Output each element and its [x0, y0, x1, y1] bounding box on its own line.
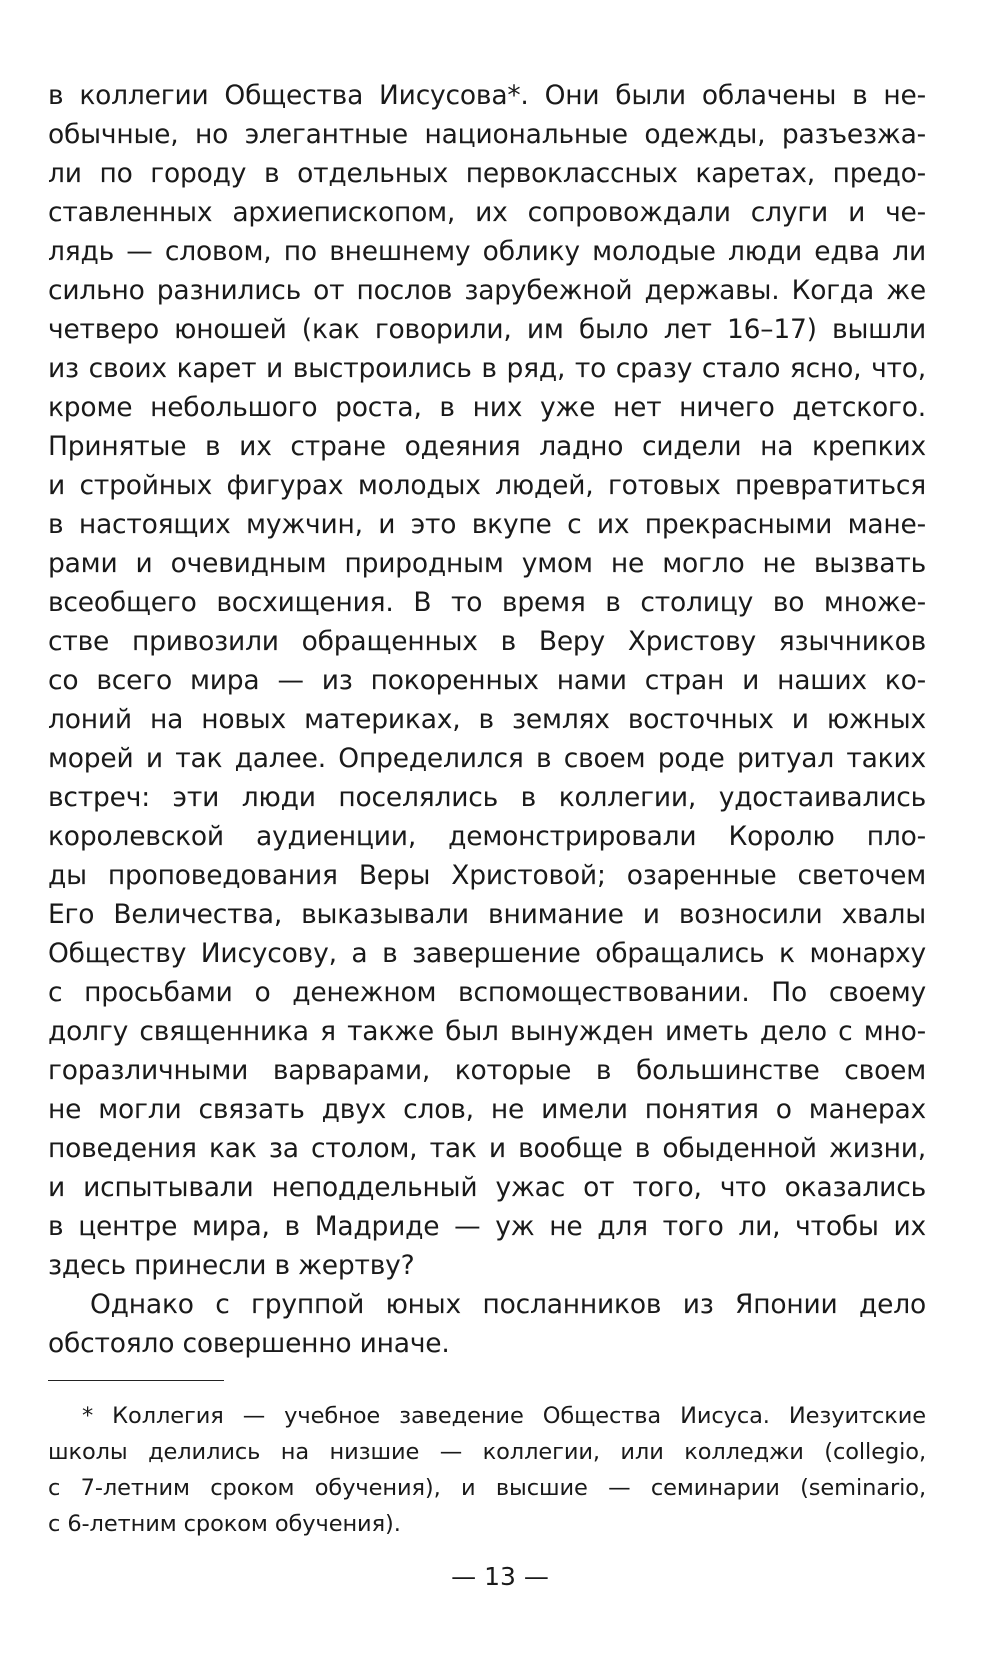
- text-line: четверо юношей (как говорили, им было лет 16–17) вышли: [48, 314, 926, 345]
- text-line: морей и так далее. Определился в своем роде ритуал таких: [48, 743, 926, 774]
- text-line: лядь — словом, по внешнему облику молодые люди едва ли: [48, 236, 926, 267]
- text-line: долгу священника я также был вынужден иметь дело с мно-: [48, 1016, 926, 1047]
- text-line: в коллегии Общества Иисусова*. Они были облачены в не-: [48, 80, 926, 111]
- text-line: с просьбами о денежном вспомоществовании. По своему: [48, 977, 926, 1008]
- footnote-divider: [48, 1380, 224, 1381]
- text-line: здесь принесли в жертву?: [48, 1250, 415, 1281]
- body-text: [48, 76, 926, 1363]
- text-line: рами и очевидным природным умом не могло не вызвать: [48, 548, 926, 579]
- text-line: не могли связать двух слов, не имели понятия о манерах: [48, 1094, 926, 1125]
- footnote-line: с 7-летним сроком обучения), и высшие — семинарии (seminario,: [48, 1475, 926, 1501]
- text-line: ли по городу в отдельных первоклассных каретах, предо-: [48, 158, 926, 189]
- text-line: лоний на новых материках, в землях восточных и южных: [48, 704, 926, 735]
- page-number: — 13 —: [451, 1562, 549, 1591]
- text-line: в настоящих мужчин, и это вкупе с их прекрасными мане-: [48, 509, 926, 540]
- footnote-line: * Коллегия — учебное заведение Общества Иисуса. Иезуитские: [82, 1403, 926, 1429]
- text-line: обычные, но элегантные национальные одежды, разъезжа-: [48, 119, 926, 150]
- text-line: горазличными варварами, которые в большинстве своем: [48, 1055, 926, 1086]
- text-line: Принятые в их стране одеяния ладно сидели на крепких: [48, 431, 926, 462]
- text-line: стве привозили обращенных в Веру Христову язычников: [48, 626, 926, 657]
- text-line: Однако с группой юных посланников из Японии дело: [90, 1289, 926, 1320]
- footnote: [48, 1398, 926, 1542]
- text-line: ставленных архиепископом, их сопровождали слуги и че-: [48, 197, 926, 228]
- text-line: со всего мира — из покоренных нами стран и наших ко-: [48, 665, 926, 696]
- text-line: всеобщего восхищения. В то время в столицу во множе-: [48, 587, 926, 618]
- text-line: обстояло совершенно иначе.: [48, 1328, 450, 1359]
- text-line: ды проповедования Веры Христовой; озаренные светочем: [48, 860, 926, 891]
- text-line: кроме небольшого роста, в них уже нет ничего детского.: [48, 392, 926, 423]
- text-line: Его Величества, выказывали внимание и возносили хвалы: [48, 899, 926, 930]
- text-line: сильно разнились от послов зарубежной державы. Когда же: [48, 275, 926, 306]
- text-line: поведения как за столом, так и вообще в обыденной жизни,: [48, 1133, 926, 1164]
- text-line: королевской аудиенции, демонстрировали Королю пло-: [48, 821, 926, 852]
- text-line: встреч: эти люди поселялись в коллегии, удостаивались: [48, 782, 926, 813]
- footnote-line: школы делились на низшие — коллегии, или колледжи (collegio,: [48, 1439, 926, 1465]
- text-line: в центре мира, в Мадриде — уж не для того ли, чтобы их: [48, 1211, 926, 1242]
- text-line: из своих карет и выстроились в ряд, то сразу стало ясно, что,: [48, 353, 926, 384]
- footnote-line: с 6-летним сроком обучения).: [48, 1511, 401, 1537]
- text-line: и испытывали неподдельный ужас от того, что оказались: [48, 1172, 926, 1203]
- text-line: и стройных фигурах молодых людей, готовых превратиться: [48, 470, 926, 501]
- text-line: Обществу Иисусову, а в завершение обращались к монарху: [48, 938, 926, 969]
